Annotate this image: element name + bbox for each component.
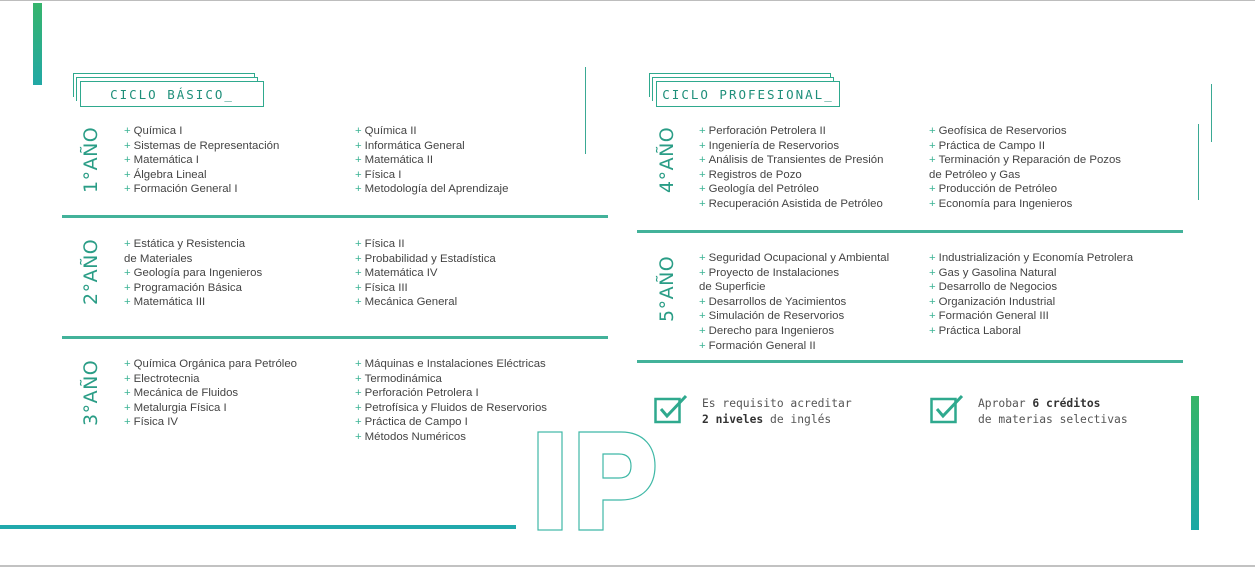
course-item: + Matemática II bbox=[355, 154, 434, 167]
course-item: + Desarrollos de Yacimientos bbox=[699, 295, 847, 308]
course-item: + Organización Industrial bbox=[929, 295, 1056, 308]
top-border bbox=[0, 0, 1255, 1]
course-item: + Mecánica de Fluidos bbox=[124, 387, 239, 400]
english-requirement: Es requisito acreditar 2 niveles de inglés bbox=[702, 397, 852, 426]
course-item: de Petróleo y Gas bbox=[929, 168, 1021, 181]
course-item: + Formación General III bbox=[929, 310, 1049, 323]
year-5-col-1 bbox=[699, 251, 889, 353]
course-item: + Proyecto de Instalaciones bbox=[699, 266, 840, 279]
divider-vertical-right-1 bbox=[1211, 84, 1212, 142]
year-1-col-1 bbox=[124, 124, 279, 197]
ip-watermark-logo bbox=[535, 428, 665, 532]
divider-vertical-right-2 bbox=[1198, 124, 1199, 200]
course-item: de Materiales bbox=[124, 252, 193, 265]
course-item: + Terminación y Reparación de Pozos bbox=[929, 154, 1121, 167]
course-item: + Álgebra Lineal bbox=[124, 168, 207, 181]
course-item: + Máquinas e Instalaciones Eléctricas bbox=[355, 358, 546, 370]
course-item: + Registros de Pozo bbox=[699, 168, 802, 181]
course-item: + Matemática I bbox=[124, 154, 199, 167]
course-item: + Ingeniería de Reservorios bbox=[699, 139, 840, 152]
course-item: + Probabilidad y Estadística bbox=[355, 252, 496, 265]
course-item: + Química II bbox=[355, 125, 417, 137]
course-item: + Física IV bbox=[124, 416, 178, 429]
course-item: + Geofísica de Reservorios bbox=[929, 125, 1067, 137]
course-item: + Metalurgia Física I bbox=[124, 401, 227, 414]
year-label-1: 1°AÑO bbox=[80, 126, 102, 193]
year-3-col-1 bbox=[124, 357, 297, 430]
course-item: + Matemática III bbox=[124, 296, 206, 309]
year-label-5: 5°AÑO bbox=[656, 255, 678, 322]
year-3-col-2 bbox=[355, 357, 547, 445]
course-item: + Derecho para Ingenieros bbox=[699, 324, 835, 337]
course-item: + Práctica de Campo I bbox=[355, 416, 468, 429]
year-4-col-2 bbox=[929, 124, 1121, 212]
divider-vertical-center bbox=[585, 67, 586, 154]
course-item: + Física III bbox=[355, 281, 408, 294]
course-item: + Práctica de Campo II bbox=[929, 139, 1046, 152]
accent-bar-top-left bbox=[33, 3, 42, 85]
accent-line-bottom bbox=[0, 525, 516, 529]
year-2-col-2 bbox=[355, 237, 496, 310]
year-label-2: 2°AÑO bbox=[80, 238, 102, 305]
course-item: + Química Orgánica para Petróleo bbox=[124, 358, 298, 370]
course-item: + Física I bbox=[355, 168, 402, 181]
course-item: + Formación General II bbox=[699, 339, 816, 352]
year-label-4: 4°AÑO bbox=[656, 126, 678, 193]
course-item: + Industrialización y Economía Petrolera bbox=[929, 252, 1134, 264]
checkbox-icon bbox=[654, 394, 688, 424]
course-item: + Sistemas de Representación bbox=[124, 139, 280, 152]
accent-bar-right bbox=[1191, 396, 1199, 530]
course-item: + Economía para Ingenieros bbox=[929, 197, 1073, 210]
divider-year-2 bbox=[62, 336, 608, 339]
course-item: + Mecánica General bbox=[355, 296, 458, 309]
year-1-col-2 bbox=[355, 124, 508, 197]
course-item: + Práctica Laboral bbox=[929, 324, 1021, 337]
course-item: + Recuperación Asistida de Petróleo bbox=[699, 197, 883, 210]
divider-year-5 bbox=[637, 360, 1183, 363]
course-item: + Perforación Petrolera II bbox=[699, 125, 826, 137]
course-item: + Geología del Petróleo bbox=[699, 183, 819, 196]
year-4-col-1 bbox=[699, 124, 883, 212]
course-item: + Informática General bbox=[355, 139, 465, 152]
course-item: + Termodinámica bbox=[355, 372, 442, 385]
ciclo-profesional-title: CICLO PROFESIONAL_ bbox=[656, 81, 840, 107]
course-item: + Química I bbox=[124, 125, 183, 137]
course-item: + Perforación Petrolera I bbox=[355, 387, 479, 400]
year-2-col-1 bbox=[124, 237, 262, 310]
course-item: de Superficie bbox=[699, 281, 766, 294]
ciclo-profesional-header bbox=[649, 73, 835, 100]
course-item: + Petrofísica y Fluidos de Reservorios bbox=[355, 401, 547, 414]
course-item: + Matemática IV bbox=[355, 267, 438, 280]
year-5-col-2 bbox=[929, 251, 1133, 339]
course-item: + Electrotecnia bbox=[124, 372, 200, 385]
ciclo-basico-header bbox=[73, 73, 259, 100]
year-label-3: 3°AÑO bbox=[80, 359, 102, 426]
course-item: + Programación Básica bbox=[124, 281, 242, 294]
course-item: + Simulación de Reservorios bbox=[699, 310, 845, 323]
course-item: + Seguridad Ocupacional y Ambiental bbox=[699, 252, 890, 264]
divider-year-1 bbox=[62, 215, 608, 218]
course-item: + Geología para Ingenieros bbox=[124, 267, 263, 280]
course-item: + Gas y Gasolina Natural bbox=[929, 266, 1057, 279]
divider-year-4 bbox=[637, 230, 1183, 233]
course-item: + Métodos Numéricos bbox=[355, 430, 466, 443]
ciclo-basico-title: CICLO BÁSICO_ bbox=[80, 81, 264, 107]
course-item: + Análisis de Transientes de Presión bbox=[699, 154, 884, 167]
course-item: + Producción de Petróleo bbox=[929, 183, 1058, 196]
course-item: + Formación General I bbox=[124, 183, 238, 196]
checkbox-icon bbox=[930, 394, 964, 424]
course-item: + Metodología del Aprendizaje bbox=[355, 183, 509, 196]
course-item: + Estática y Resistencia bbox=[124, 238, 246, 250]
course-item: + Desarrollo de Negocios bbox=[929, 281, 1058, 294]
credits-requirement: Aprobar 6 créditos de materias selectivas bbox=[978, 397, 1128, 426]
course-item: + Física II bbox=[355, 238, 405, 250]
